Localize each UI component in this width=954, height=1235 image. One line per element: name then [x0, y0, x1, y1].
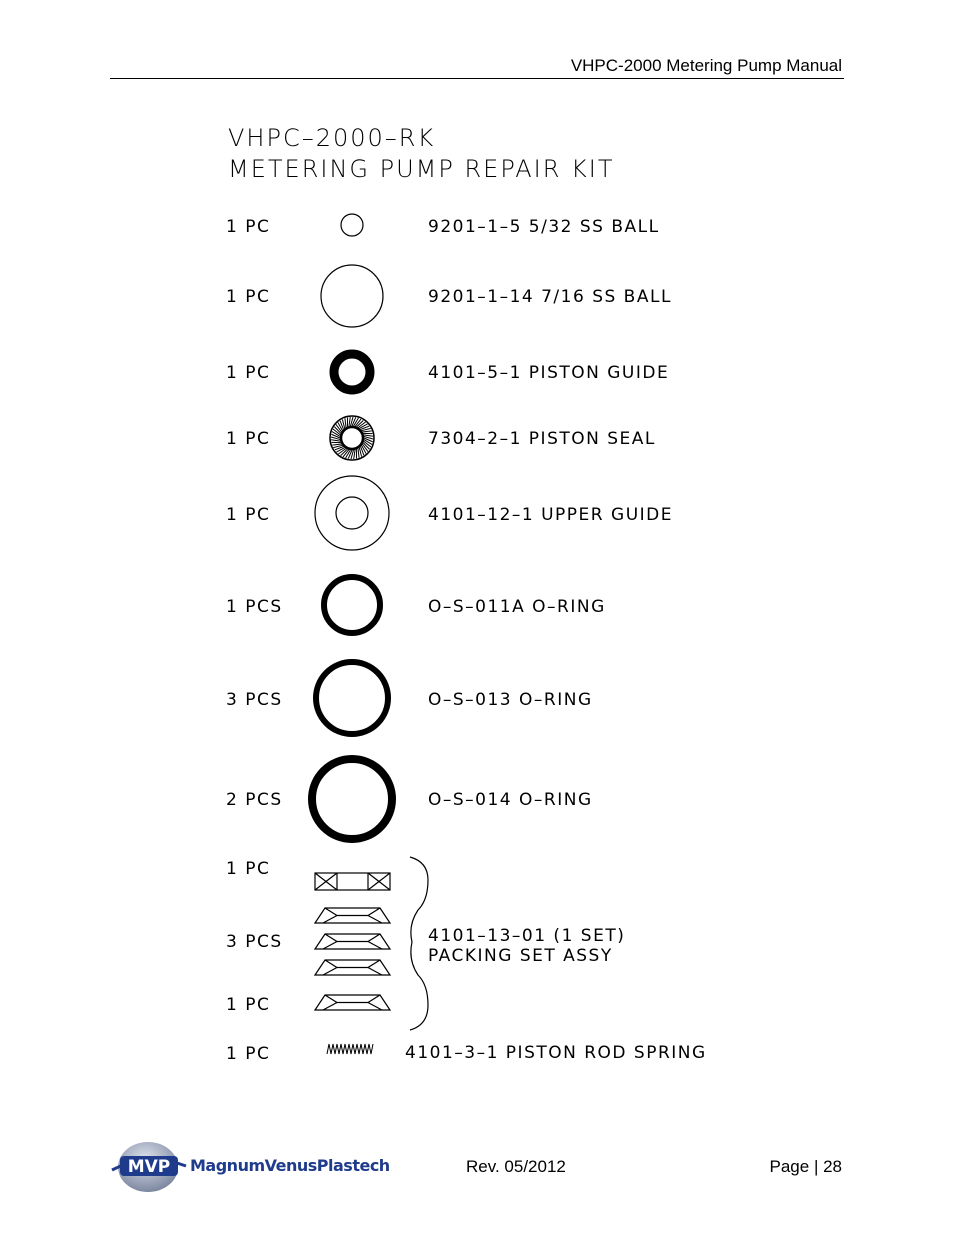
packing-qty-mid: 3 PCS [226, 932, 283, 952]
packing-desc-line2: PACKING SET ASSY [428, 946, 613, 966]
kit-title-line2: METERING PUMP REPAIR KIT [228, 155, 615, 183]
piston-guide-icon [334, 354, 370, 390]
logo-text: MagnumVenusPlastech [190, 1156, 390, 1175]
item-desc: 9201–1–14 7/16 SS BALL [428, 287, 672, 307]
item-qty: 2 PCS [226, 790, 283, 810]
item-desc: O–S–014 O–RING [428, 790, 593, 810]
o-ring-011a-icon [324, 577, 380, 633]
item-qty: 1 PC [226, 429, 271, 449]
revision: Rev. 05/2012 [466, 1157, 566, 1176]
item-qty: 1 PC [226, 363, 271, 383]
item-qty: 1 PC [226, 505, 271, 525]
logo-badge: MVP [127, 1157, 171, 1177]
page-number: Page | 28 [769, 1157, 842, 1176]
spring-icon [327, 1044, 373, 1054]
piston-seal-icon [330, 416, 374, 460]
item-desc: O–S–011A O–RING [428, 597, 606, 617]
header-title: VHPC-2000 Metering Pump Manual [570, 56, 842, 75]
packing-top-ring-icon [315, 873, 390, 890]
item-desc: 4101–5–1 PISTON GUIDE [428, 363, 670, 383]
item-desc: 4101–12–1 UPPER GUIDE [428, 505, 673, 525]
packing-qty-bottom: 1 PC [226, 995, 271, 1015]
item-desc: O–S–013 O–RING [428, 690, 593, 710]
o-ring-014-icon [312, 759, 392, 839]
spring-qty: 1 PC [226, 1044, 271, 1064]
item-desc: 9201–1–5 5/32 SS BALL [428, 217, 660, 237]
small-ball-icon [341, 214, 363, 236]
item-desc: 7304–2–1 PISTON SEAL [428, 429, 656, 449]
mvp-logo-icon [110, 1140, 190, 1196]
kit-title-line1: VHPC–2000–RK [228, 124, 436, 152]
item-qty: 1 PC [226, 217, 271, 237]
item-qty: 1 PC [226, 287, 271, 307]
packing-bracket-icon [410, 857, 428, 1030]
packing-chevron-rings-icon [315, 908, 390, 1010]
item-qty: 1 PCS [226, 597, 283, 617]
large-ball-icon [321, 265, 383, 327]
o-ring-013-icon [316, 662, 388, 734]
upper-guide-icon [315, 476, 389, 550]
packing-desc-line1: 4101–13–01 (1 SET) [428, 926, 626, 946]
packing-qty-top: 1 PC [226, 859, 271, 879]
spring-desc: 4101–3–1 PISTON ROD SPRING [405, 1043, 707, 1063]
item-qty: 3 PCS [226, 690, 283, 710]
